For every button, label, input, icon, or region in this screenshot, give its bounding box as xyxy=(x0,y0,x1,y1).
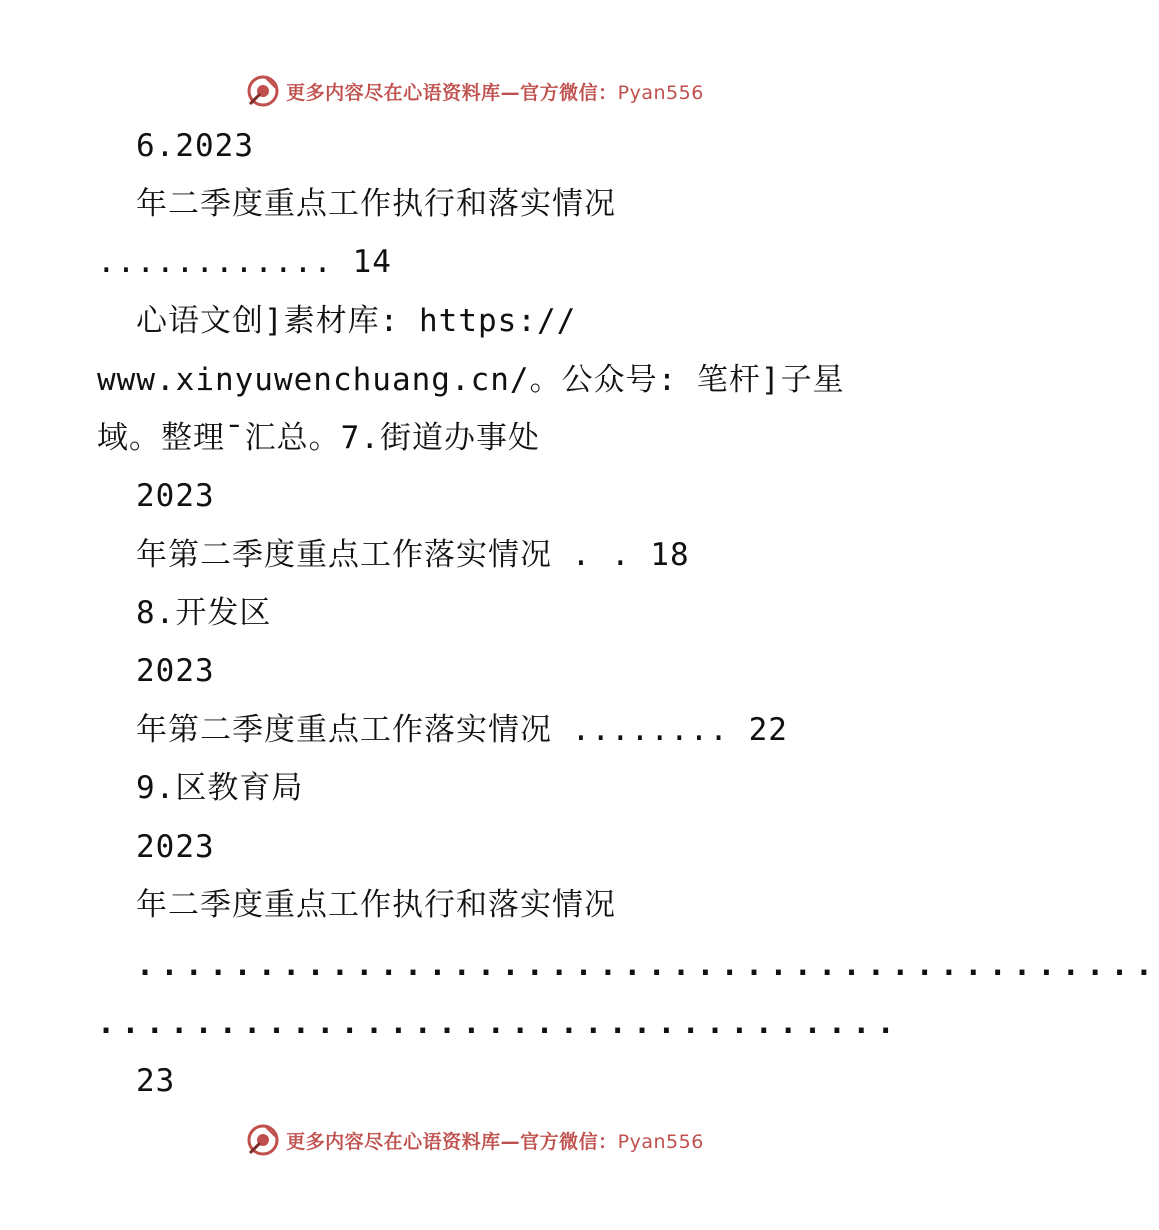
text-line: 2023 xyxy=(136,653,215,689)
pen-logo-icon xyxy=(246,74,280,108)
text-line: 9.区教育局 xyxy=(136,770,304,806)
text-line: 2023 xyxy=(136,478,215,514)
watermark-text: 更多内容尽在心语资料库—官方微信： xyxy=(286,81,618,104)
text-line: 8.开发区 xyxy=(136,595,272,631)
page-number: 23 xyxy=(136,1063,176,1099)
watermark-account: Pyan556 xyxy=(617,1130,704,1153)
toc-entry-line: 年第二季度重点工作落实情况 ........ 22 xyxy=(136,712,788,748)
watermark-account: Pyan556 xyxy=(617,81,704,104)
text-line: 年二季度重点工作执行和落实情况 xyxy=(136,186,616,222)
text-line: 2023 xyxy=(136,829,215,865)
text-line: 6.2023 xyxy=(136,128,254,164)
footer-watermark xyxy=(0,1120,950,1160)
toc-entry-line: 年第二季度重点工作落实情况 . . 18 xyxy=(136,537,690,573)
text-line: 心语文创]素材库: https:// xyxy=(136,303,577,339)
watermark-text: 更多内容尽在心语资料库—官方微信： xyxy=(286,1130,618,1153)
text-line: www.xinyuwenchuang.cn/。公众号: 笔杆]子星 xyxy=(97,362,845,398)
pen-logo-icon xyxy=(246,1123,280,1157)
text-line: 域。整理¯汇总。7.街道办事处 xyxy=(97,420,540,456)
toc-leader-dots: .......................................... xyxy=(136,948,1159,983)
toc-leader-line: ............ 14 xyxy=(97,244,392,280)
header-watermark xyxy=(0,71,950,111)
text-line: 年二季度重点工作执行和落实情况 xyxy=(136,887,616,923)
toc-leader-dots: ................................. xyxy=(97,1006,901,1041)
